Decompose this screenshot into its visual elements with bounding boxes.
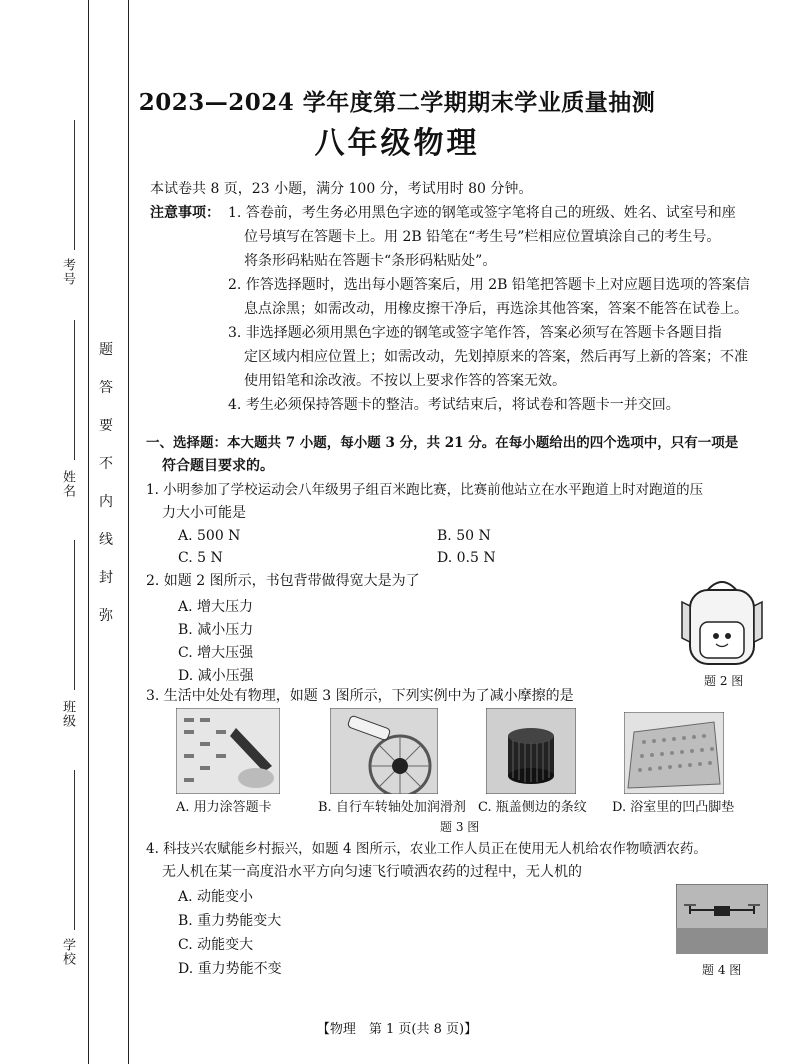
- notice-line: 将条形码粘贴在答题卡“条形码粘贴处”。: [244, 253, 497, 269]
- seal-char: 答: [99, 380, 113, 396]
- section-heading-cont: 符合题目要求的。: [162, 458, 274, 474]
- q2-figure-caption: 题 2 图: [704, 674, 744, 688]
- q1-stem-cont: 力大小可能是: [162, 505, 246, 521]
- bath-mat-figure: [624, 712, 724, 794]
- margin-label-name: 姓名: [60, 470, 75, 498]
- q1-stem: 1. 小明参加了学校运动会八年级男子组百米跑比赛，比赛前他站立在水平跑道上时对跑道的压: [146, 482, 704, 498]
- q4-option-b: B. 重力势能变大: [178, 913, 282, 929]
- exam-intro: 本试卷共 8 页，23 小题，满分 100 分，考试用时 80 分钟。: [150, 181, 533, 197]
- notice-line: 位号填写在答题卡上。用 2B 铅笔在“考生号”栏相应位置填涂自己的考生号。: [244, 229, 721, 245]
- q2-option-a: A. 增大压力: [178, 599, 254, 615]
- q2-option-c: C. 增大压强: [178, 645, 254, 661]
- q1-option-a: A. 500 N: [178, 528, 241, 544]
- notice-line: 使用铅笔和涂改液。不按以上要求作答的答案无效。: [244, 373, 566, 389]
- q1-option-b: B. 50 N: [437, 528, 491, 544]
- notice-line: 2. 作答选择题时，选出每小题答案后，用 2B 铅笔把答题卡上对应题目选项的答案信: [228, 277, 750, 293]
- q3-option-c: C. 瓶盖侧边的条纹: [478, 800, 587, 815]
- seal-notice: [96, 340, 116, 644]
- drone-figure: [676, 884, 768, 954]
- q3-option-a: A. 用力涂答题卡: [176, 800, 272, 815]
- notice-line: 息点涂黑；如需改动，用橡皮擦干净后，再选涂其他答案，答案不能答在试卷上。: [244, 301, 748, 317]
- answer-card-figure: [176, 708, 280, 794]
- seal-char: 题: [99, 342, 113, 358]
- margin-label-class: 班级: [60, 700, 75, 728]
- q2-option-d: D. 减小压强: [178, 668, 254, 684]
- q4-stem-cont: 无人机在某一高度沿水平方向匀速飞行喷洒农药的过程中，无人机的: [162, 864, 582, 880]
- bicycle-figure: [330, 708, 438, 794]
- notice-label: 注意事项：: [150, 205, 220, 221]
- margin-label-school: 学校: [60, 938, 75, 966]
- notice-line: 4. 考生必须保持答题卡的整洁。考试结束后，将试卷和答题卡一并交回。: [228, 397, 680, 413]
- notice-line: 定区域内相应位置上；如需改动，先划掉原来的答案，然后再写上新的答案；不准: [244, 349, 748, 365]
- school-blank: [74, 770, 75, 930]
- seal-char: 要: [99, 418, 113, 434]
- q4-option-d: D. 重力势能不变: [178, 961, 282, 977]
- q4-figure-caption: 题 4 图: [702, 963, 742, 977]
- seal-char: 不: [99, 456, 113, 472]
- seal-char: 弥: [99, 608, 113, 624]
- q4-stem: 4. 科技兴农赋能乡村振兴，如题 4 图所示，农业工作人员正在使用无人机给农作物喷洒农药。: [146, 841, 707, 857]
- q2-stem: 2. 如题 2 图所示，书包背带做得宽大是为了: [146, 573, 420, 589]
- q2-option-b: B. 减小压力: [178, 622, 254, 638]
- seal-char: 内: [99, 494, 113, 510]
- notice-line: 1. 答卷前，考生务必用黑色字迹的钢笔或签字笔将自己的班级、姓名、试室号和座: [228, 205, 736, 221]
- name-blank: [74, 320, 75, 460]
- q1-option-d: D. 0.5 N: [437, 550, 496, 566]
- q3-option-b: B. 自行车转轴处加润滑剂: [318, 800, 466, 815]
- q3-figure-caption: 题 3 图: [440, 820, 480, 834]
- exam-title: 2023—2024 学年度第二学期期末学业质量抽测: [138, 89, 656, 116]
- q3-option-d: D. 浴室里的凹凸脚垫: [612, 800, 735, 815]
- subject-title: 八年级物理: [314, 126, 480, 161]
- q4-option-c: C. 动能变大: [178, 937, 254, 953]
- notice-line: 3. 非选择题必须用黑色字迹的钢笔或签字笔作答，答案必须写在答题卡各题目指: [228, 325, 722, 341]
- section-heading: 一、选择题：本大题共 7 小题，每小题 3 分，共 21 分。在每小题给出的四个选项中，只有一项是: [146, 435, 739, 451]
- q1-option-c: C. 5 N: [178, 550, 223, 566]
- backpack-figure: [676, 572, 768, 668]
- bottle-cap-figure: [486, 708, 576, 794]
- q3-stem: 3. 生活中处处有物理，如题 3 图所示，下列实例中为了减小摩擦的是: [146, 688, 574, 704]
- seal-char: 线: [99, 532, 113, 548]
- class-blank: [74, 540, 75, 690]
- page-footer: 【物理 第 1 页(共 8 页)】: [316, 1022, 478, 1037]
- seal-char: 封: [99, 570, 113, 586]
- q4-option-a: A. 动能变小: [178, 889, 254, 905]
- margin-label-exam-number: 考号: [60, 258, 75, 286]
